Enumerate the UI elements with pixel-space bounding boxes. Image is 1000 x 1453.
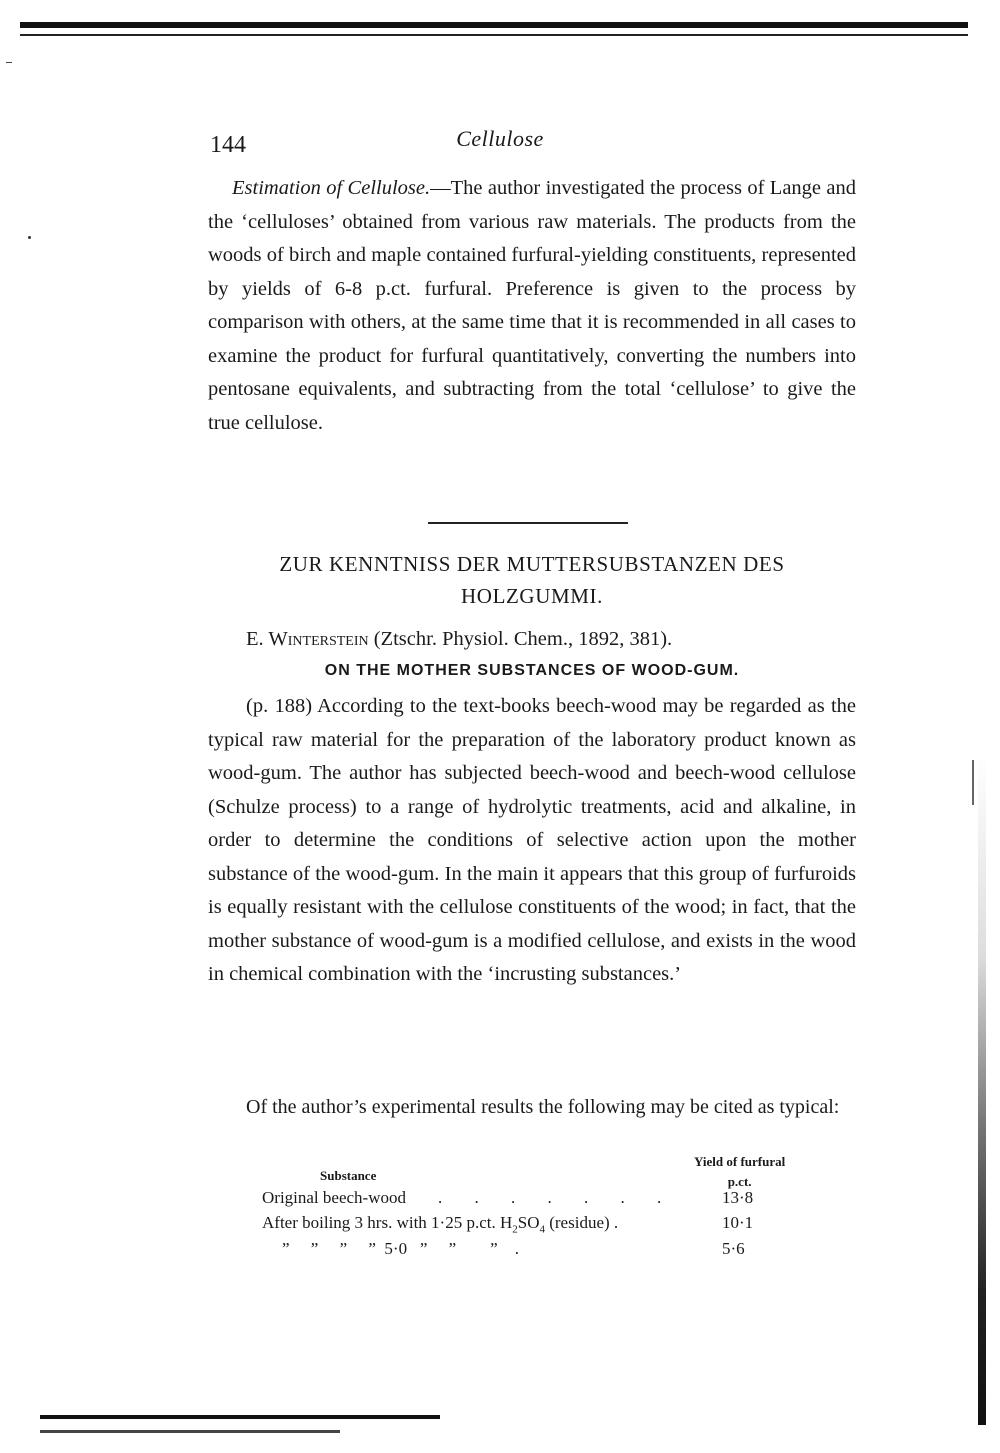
article-body: (p. 188) According to the text-books beech-wood may be regarded as the typical raw material for the preparation of the laboratory product known as wood-gum. The author has subjected beech-wood and beech-wood cellulose (Schulze process) to a range of hydrolytic treatments, acid and alkaline, in order to determine the conditions of selective action upon the mother substance of the wood-gum. In the main it appears that this group of furfuroids is equally resistant with the cellulose constituents of the wood; in fact, that the mother substance of wood-gum is a modified cellulose, and exists in the wood in chemical combination with the ‘incrusting substances.’ <box>208 695 856 985</box>
table-header-yield <box>694 1152 785 1192</box>
article-heading-line2: HOLZGUMMI. <box>461 584 603 608</box>
top-rule-thin <box>20 34 968 36</box>
estimation-lead: Estimation of Cellulose. <box>232 177 431 199</box>
table-row <box>262 1188 782 1208</box>
top-rule <box>20 22 968 28</box>
section-divider <box>428 522 628 524</box>
row-value: 13·8 <box>722 1188 754 1207</box>
table-header-substance: Substance <box>320 1168 377 1183</box>
row-label: ” ” ” ” 5·0 ” ” ” . <box>282 1239 519 1258</box>
row-value: 10·1 <box>722 1213 754 1232</box>
table-row <box>262 1213 782 1235</box>
estimation-text: —The author investigated the process of Lange and the ‘celluloses’ obtained from various raw materials. The products from the woods of birch and maple contained furfural-yielding constituents, represented by yields of 6-8 p.ct. furfural. Preference is given to the process by comparison with others, at the same time that it is recommended in all cases to examine the product for furfural quantitatively, converting the numbers into pentosane equivalents, and subtracting from the total ‘cellulose’ to give the true cellulose. <box>208 177 857 434</box>
scan-dot <box>28 236 31 239</box>
row-leader-dots: . . . . . . . <box>437 1188 676 1207</box>
citation <box>246 624 672 654</box>
row-value: 5·6 <box>722 1239 745 1258</box>
table-header-yield-line2: p.ct. <box>727 1174 752 1189</box>
table-header-yield-line1: Yield of furfural <box>694 1154 786 1169</box>
estimation-paragraph <box>208 172 856 440</box>
citation-author: E. Winterstein <box>246 628 369 650</box>
bottom-rule <box>40 1415 440 1419</box>
table-row <box>262 1239 782 1259</box>
row-label: Original beech-wood <box>262 1188 406 1207</box>
article-heading-line1: ZUR KENNTNISS DER MUTTERSUBSTANZEN DES <box>279 552 785 576</box>
scan-edge-shadow <box>978 755 986 1425</box>
scan-edge-line <box>972 760 974 805</box>
scan-mark <box>6 62 12 63</box>
row-label: After boiling 3 hrs. with 1·25 p.ct. $H_2SO_4$ (residue) . <box>262 1213 619 1236</box>
translated-title: ON THE MOTHER SUBSTANCES OF WOOD-GUM. <box>324 662 740 679</box>
page-number: 144 <box>210 132 246 158</box>
running-head: Cellulose <box>456 126 544 151</box>
article-heading <box>208 548 856 612</box>
results-intro: Of the author’s experimental results the following may be cited as typical: <box>246 1096 840 1118</box>
citation-reference: (Ztschr. Physiol. Chem., 1892, 381). <box>368 628 673 650</box>
bottom-rule-thin <box>40 1430 340 1433</box>
